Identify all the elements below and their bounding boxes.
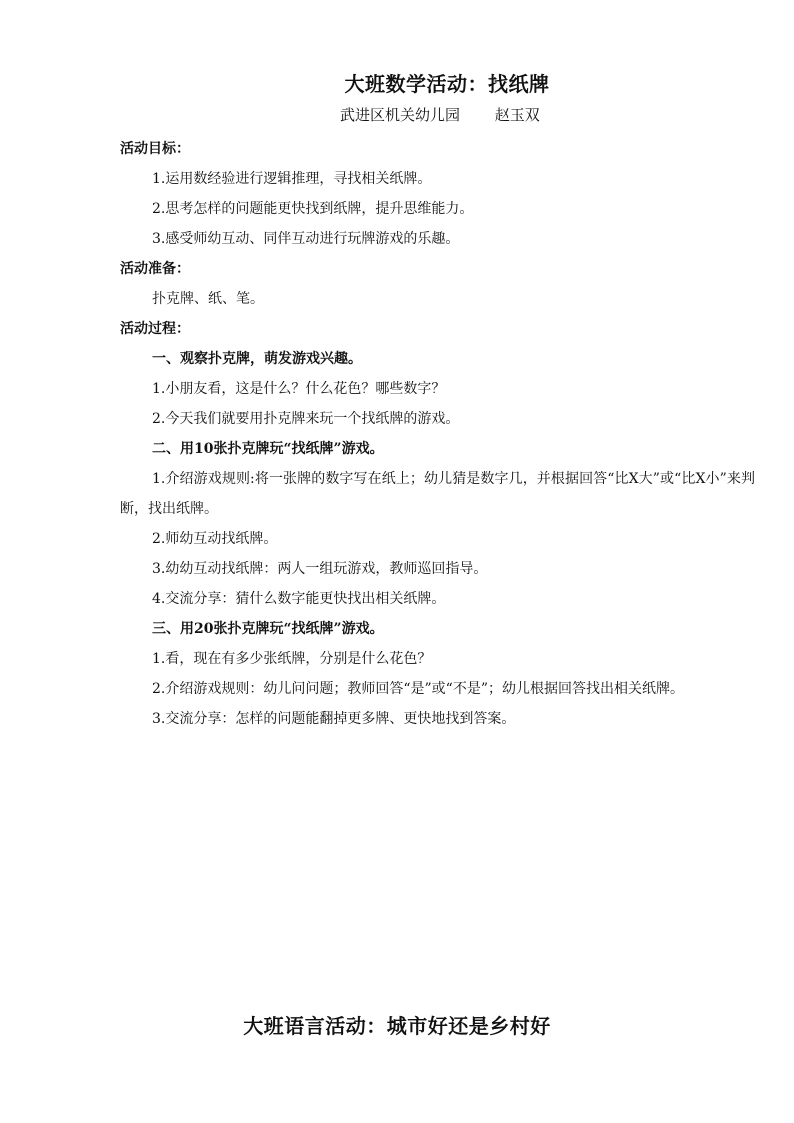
section-item: 4.交流分享：猜什么数字能更快找出相关纸牌。 xyxy=(152,591,446,607)
prep-heading: 活动准备： xyxy=(120,261,190,277)
process-heading: 活动过程： xyxy=(120,321,190,337)
goals-heading: 活动目标： xyxy=(120,141,190,157)
goal-item: 3.感受师幼互动、同伴互动进行玩牌游戏的乐趣。 xyxy=(152,231,460,247)
document-title: 大班数学活动：找纸牌 xyxy=(344,72,550,96)
section-heading: 一、观察扑克牌，萌发游戏兴趣。 xyxy=(152,351,362,367)
section-item: 1.介绍游戏规则:将一张牌的数字写在纸上；幼儿猜是数字几，并根据回答“比X大”或“比X小”来判断，找出纸牌。 xyxy=(120,471,755,517)
document-body xyxy=(120,134,755,734)
section-item: 2.今天我们就要用扑克牌来玩一个找纸牌的游戏。 xyxy=(152,411,460,427)
section-heading: 三、用20张扑克牌玩“找纸牌”游戏。 xyxy=(152,621,384,637)
next-document-title: 大班语言活动：城市好还是乡村好 xyxy=(243,1014,551,1038)
section-item: 2.师幼互动找纸牌。 xyxy=(152,531,278,547)
prep-text: 扑克牌、纸、笔。 xyxy=(152,291,264,307)
goal-item: 1.运用数经验进行逻辑推理，寻找相关纸牌。 xyxy=(152,171,432,187)
section-item: 3.幼幼互动找纸牌：两人一组玩游戏，教师巡回指导。 xyxy=(152,561,488,577)
section-item: 1.小朋友看，这是什么？什么花色？哪些数字？ xyxy=(152,381,446,397)
section-item: 3.交流分享：怎样的问题能翻掉更多牌、更快地找到答案。 xyxy=(152,711,516,727)
goal-item: 2.思考怎样的问题能更快找到纸牌，提升思维能力。 xyxy=(152,201,474,217)
section-heading: 二、用10张扑克牌玩“找纸牌”游戏。 xyxy=(152,441,384,457)
author-byline: 武进区机关幼儿园 赵玉双 xyxy=(340,106,540,124)
section-item: 2.介绍游戏规则：幼儿问问题；教师回答“是”或“不是”；幼儿根据回答找出相关纸牌。 xyxy=(152,681,684,697)
section-item: 1.看，现在有多少张纸牌，分别是什么花色？ xyxy=(152,651,432,667)
